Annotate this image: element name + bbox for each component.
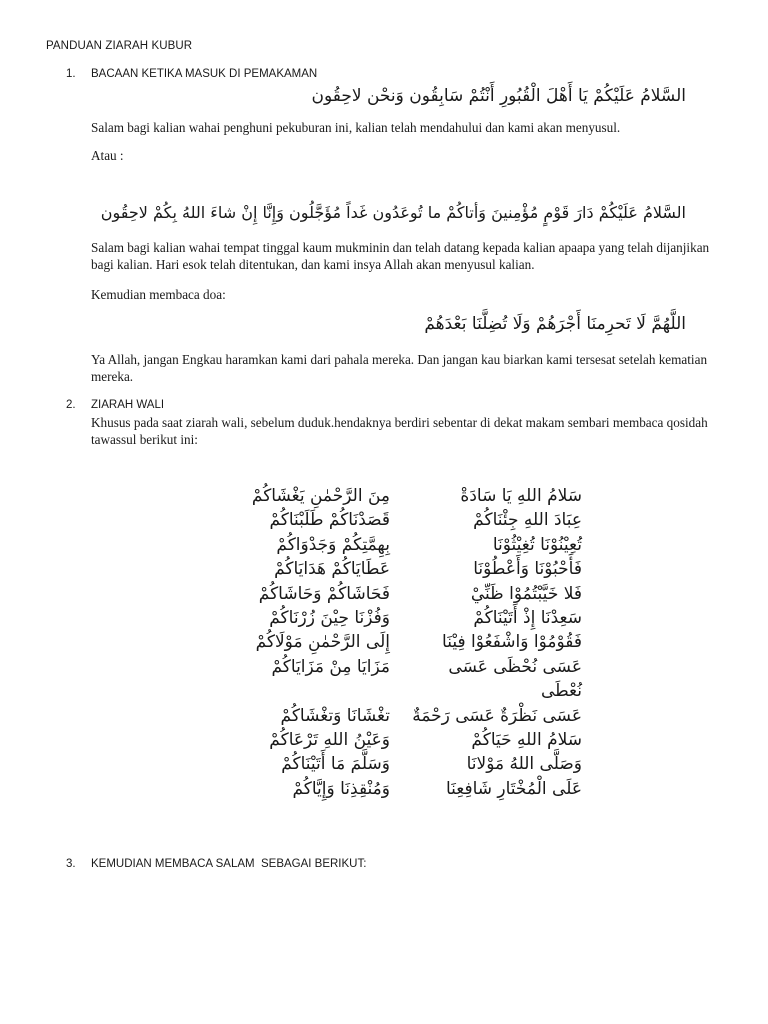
- poem-line: سَلامُ اللهِ حَيَاكُمْ: [471, 730, 582, 751]
- translation-1: Salam bagi kalian wahai penghuni pekuburan ini, kalian telah mendahului dan kami akan menyusul.: [91, 120, 621, 135]
- translation-2: Salam bagi kalian wahai tempat tinggal kaum mukminin dan telah datang kepada kalian apaapa yang telah dijanjikan bagi kalian. Hari esok telah ditentukan, dan kami insya Allah akan menyusul kalian.: [91, 240, 710, 272]
- arabic-greeting-2: السَّلامُ عَلَيْكُمْ دَارَ قَوْمٍ مُؤْمِنينَ وَأتاكُمْ ما تُوعَدُون غَداً مُؤَجَّلُون وَإِنَّا إِنْ شاءَ اللهُ بِكُمْ لاحِقُون: [100, 203, 686, 222]
- poem-line: مِنَ الرَّحْمٰنِ يَغْشَاكُمْ: [251, 486, 390, 506]
- poem-line: عِبَادَ اللهِ جِئْنَاكُمْ: [473, 510, 582, 531]
- poem-line: سَعِدْنَا إِذْ أَتَيْنَاكُمْ: [473, 608, 582, 629]
- document-title: PANDUAN ZIARAH KUBUR: [46, 40, 193, 52]
- poem-left-column: [190, 484, 390, 801]
- poem-line: إِلَى الرَّحْمٰنِ مَوْلَاكُمْ: [255, 632, 390, 653]
- section-1-heading: BACAAN KETIKA MASUK DI PEMAKAMAN: [91, 68, 318, 80]
- kemudian-label: Kemudian membaca doa:: [91, 287, 226, 302]
- poem-line: قَصَدْنَاكُمْ طَلَبْنَاكُمْ: [269, 510, 390, 531]
- poem-line: فَحَاشَاكُمْ وَحَاشَاكُمْ: [258, 583, 390, 604]
- section-3-number: 3.: [66, 858, 76, 870]
- poem-line: فَأَحْبُوْنَا وَأَعْطُوْنَا: [473, 559, 582, 580]
- poem-line: وَفُزْنَا حِيْنَ زُرْنَاكُمْ: [269, 608, 390, 629]
- arabic-doa: اللَّهُمَّ لَا تَحرِمنَا أَجْرَهُمْ وَلَا تُضِلَّنَا بَعْدَهُمْ: [424, 314, 686, 334]
- poem-line: عَسَى نَظْرَةٌ عَسَى رَحْمَةٌ: [412, 705, 582, 726]
- poem-line: سَلامُ اللهِ يَا سَادَةْ: [460, 486, 582, 506]
- poem-line: وَسَلَّمَ مَا أَتَيْنَاكُمْ: [281, 754, 390, 775]
- poem-line: عَطَايَاكُمْ هَدَايَاكُمْ: [274, 559, 390, 580]
- section-2-intro: Khusus pada saat ziarah wali, sebelum duduk.hendaknya berdiri sebentar di dekat makam sembari membaca qosidah tawassul berikut ini:: [91, 415, 708, 447]
- translation-3: Ya Allah, jangan Engkau haramkan kami dari pahala mereka. Dan jangan kau biarkan kami tersesat setelah kematian mereka.: [91, 352, 708, 384]
- arabic-greeting-1: السَّلامُ عَلَيْكُمْ يَا أَهْلَ الْقُبُورِ أَنْتُمْ سَابِقُون وَنحْن لاحِقُون: [311, 86, 686, 106]
- section-1-number: 1.: [66, 68, 76, 80]
- poem-line: بِهِمَّتِكُمْ وَجَدْوَاكُمْ: [276, 534, 390, 555]
- poem-line: فَلا خَيَّبْتُمُوْا ظَنِّيْ: [470, 583, 582, 604]
- poem-line: تغْشَانَا وَتغْشَاكُمْ: [280, 705, 390, 726]
- poem-line: عَلَى الْمُخْتَارِ شَافِعِنَا: [445, 778, 582, 799]
- section-3-heading: KEMUDIAN MEMBACA SALAM SEBAGAI BERIKUT:: [91, 858, 367, 870]
- poem-line: وَصَلَّى اللهُ مَوْلانَا: [466, 754, 582, 775]
- poem-line: عَسَى نُحْظَى عَسَى: [448, 656, 582, 677]
- atau-label: Atau :: [91, 148, 124, 163]
- poem-line: وَعَيْنُ اللهِ تَرْعَاكُمْ: [269, 730, 390, 751]
- poem-line: فَقُوْمُوْا وَاشْفَعُوْا فِيْنَا: [442, 632, 582, 653]
- poem-line: تُعِيْنُوْنَا تُغِيْثُوْنَا: [492, 534, 582, 555]
- poem-line: مَزَايَا مِنْ مَزَايَاكُمْ: [271, 656, 390, 677]
- poem-line: نُعْطَى: [540, 681, 582, 702]
- poem-right-column: [382, 484, 582, 801]
- section-2-heading: ZIARAH WALI: [91, 399, 165, 411]
- section-2-number: 2.: [66, 399, 76, 411]
- poem-line: وَمُنْقِذِنَا وَإِيَّاكُمْ: [292, 778, 390, 799]
